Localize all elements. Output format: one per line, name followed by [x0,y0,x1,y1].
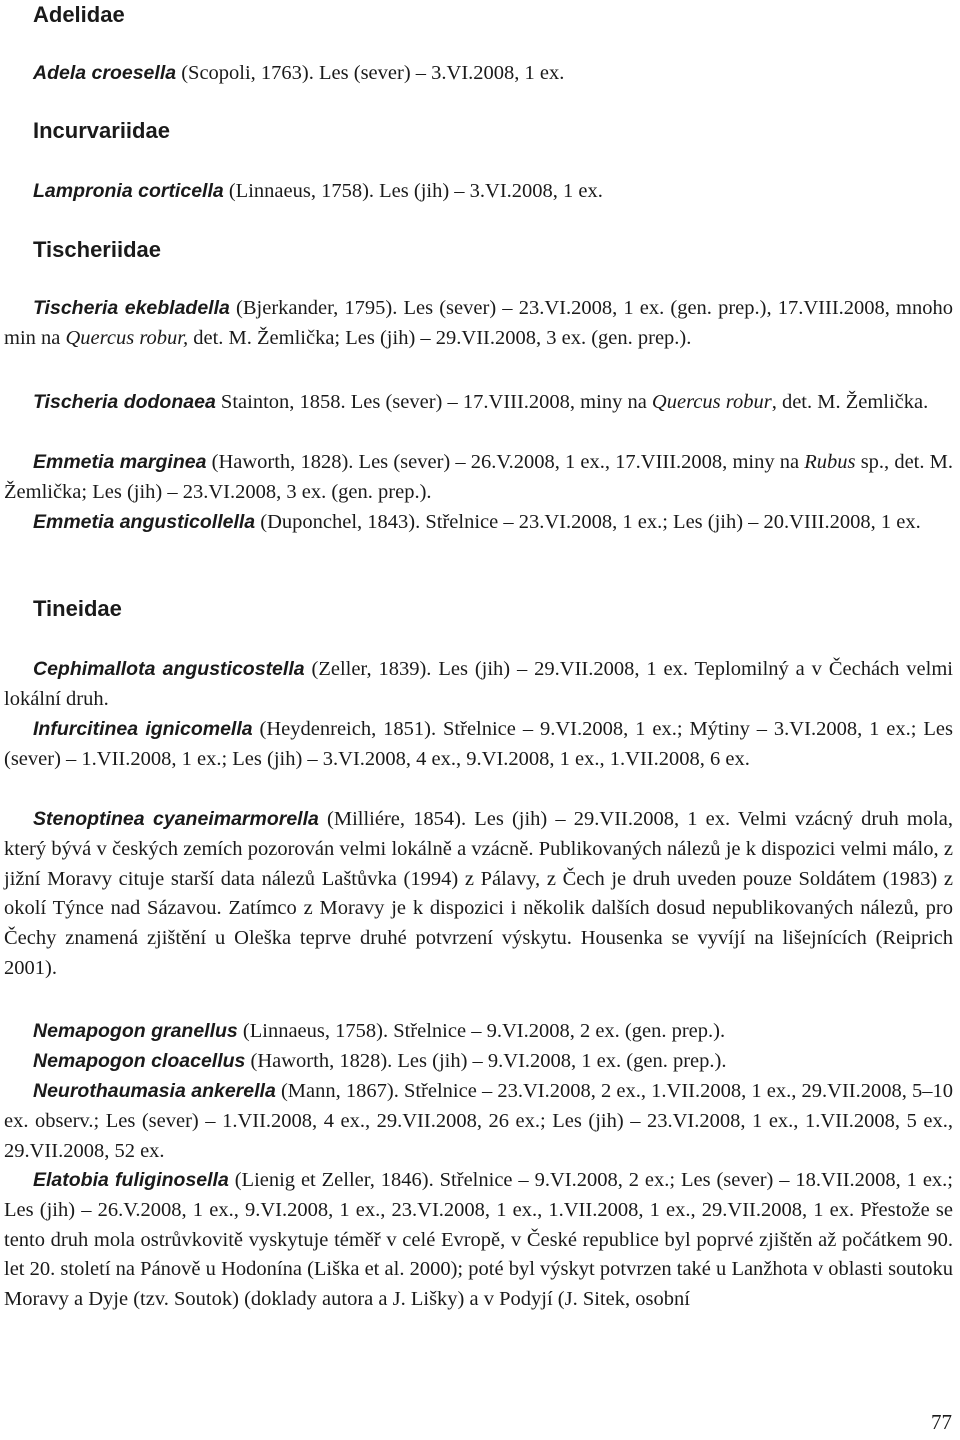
species-name: Neurothaumasia ankerella [33,1080,276,1102]
entry-text: (Milliére, 1854). Les (jih) – 29.VII.2008, 1 ex. Velmi vzácný druh mola, který bývá v českých zemích pozorován velmi lokálně a vzácně. Publikovaných nálezů je k dispozici velmi málo, z jižní Moravy cituje starší data nálezů Laštůvka (1994) z Pálavy, z Čech je druh uveden pouze Soldátem (1983) z okolí Týnce nad Sázavou. Zatímco z Moravy je k dispozici i několik dalších dosud nepublikovaných nálezů, pro Čechy znamená zjištění u Oleška teprve druhé potvrzení výskytu. Housenka se vyvíjí na lišejnících (Reiprich 2001). [4,808,953,979]
entry-text: (Scopoli, 1763). Les (sever) – 3.VI.2008, 1 ex. [176,62,565,84]
entry-text: sp., det. M. Žemlička; Les (jih) – 23.VI.2008, 3 ex. (gen. prep.). [4,451,954,503]
species-name: Nemapogon cloacellus [33,1050,246,1072]
species-name: Cephimallota angusticostella [33,658,305,680]
entry-text: (Duponchel, 1843). Střelnice – 23.VI.2008, 1 ex.; Les (jih) – 20.VIII.2008, 1 ex. [255,511,921,533]
species-name: Nemapogon granellus [33,1020,238,1042]
species-name: Elatobia fuliginosella [33,1169,229,1191]
species-name: Infurcitinea ignicomella [33,718,253,740]
species-entry-lampronia-corticella [4,177,953,207]
species-entry-elatobia-fuliginosella [4,1166,953,1315]
species-name: Tischeria ekebladella [33,297,230,319]
species-entry-infurcitinea-ignicomella [4,715,953,775]
page-number: 77 [931,1410,952,1434]
species-entry-cephimallota-angusticostella [4,655,953,715]
species-name: Emmetia marginea [33,451,207,473]
entry-text: (Mann, 1867). Střelnice – 23.VI.2008, 2 ex., 1.VII.2008, 1 ex., 29.VII.2008, 5–10 ex. observ.; Les (sever) – 1.VII.2008, 4 ex., 29.VII.2008, 26 ex.; Les (jih) – 23.VI.2008, 1 ex., 1.VII.2008, 5 ex., 29.VII.2008, 52 ex. [4,1080,953,1162]
species-entry-neurothaumasia-ankerella [4,1077,953,1166]
species-name: Adela croesella [33,62,177,84]
species-name: Stenoptinea cyaneimarmorella [33,808,319,830]
entry-text: det. M. Žemlička; Les (jih) – 29.VII.2008, 3 ex. (gen. prep.). [188,326,692,349]
family-heading-adelidae: Adelidae [33,2,125,27]
species-name: Tischeria dodonaea [33,391,216,413]
species-entry-nemapogon-granellus [4,1017,953,1047]
plant-name: Rubus [804,451,856,473]
species-name: Lampronia corticella [33,180,224,202]
family-heading-tineidae: Tineidae [33,596,122,621]
entry-text: (Bjerkander, 1795). Les (sever) – 23.VI.2008, 1 ex. (gen. prep.), 17.VIII.2008, mnoho min na [4,297,954,349]
entry-text: (Heydenreich, 1851). Střelnice – 9.VI.2008, 1 ex.; Mýtiny – 3.VI.2008, 1 ex.; Les (sever) – 1.VII.2008, 1 ex.; Les (jih) – 3.VI.2008, 4 ex., 9.VI.2008, 1 ex., 1.VII.2008, 6 ex. [4,718,954,770]
species-entry-nemapogon-cloacellus [4,1047,953,1077]
entry-text: , det. M. Žemlička. [771,391,929,413]
entry-text: (Haworth, 1828). Les (jih) – 9.VI.2008, 1 ex. (gen. prep.). [245,1050,727,1072]
species-entry-emmetia-marginea [4,448,953,508]
entry-text: (Linnaeus, 1758). Les (jih) – 3.VI.2008, 1 ex. [223,180,603,202]
entry-text: (Zeller, 1839). Les (jih) – 29.VII.2008, 1 ex. Teplomilný a v Čechách velmi lokální druh. [4,658,953,710]
species-entry-stenoptinea-cyaneimarmorella [4,805,953,984]
species-entry-tischeria-ekebladella [4,294,953,354]
entry-text: (Lienig et Zeller, 1846). Střelnice – 9.VI.2008, 2 ex.; Les (sever) – 18.VII.2008, 1 ex.; Les (jih) – 26.V.2008, 1 ex., 9.VI.2008, 1 ex., 23.VI.2008, 1 ex., 1.VII.2008, 1 ex., 29.VII.2008, 1 ex. Přestože se tento druh mola ostrůvkovitě vyskytuje téměř v celé Evropě, v České republice byl poprvé zjištěn až počátkem 90. let 20. století na Pánově u Hodonína (Liška et al. 2000); poté byl výskyt potvrzen také u Lanžhota v oblasti soutoku Moravy a Dyje (tzv. Soutok) (doklady autora a J. Lišky) a v Podyjí (J. Sitek, osobní [4,1169,953,1311]
family-heading-tischeriidae: Tischeriidae [33,237,161,262]
species-name: Emmetia angusticollella [33,511,256,533]
species-entry-emmetia-angusticollella [4,508,953,538]
entry-text: (Linnaeus, 1758). Střelnice – 9.VI.2008, 2 ex. (gen. prep.). [237,1020,726,1042]
family-heading-incurvariidae: Incurvariidae [33,118,170,143]
species-entry-tischeria-dodonaea [4,388,953,418]
plant-name: Quercus robur [651,391,772,413]
species-entry-adela-croesella [4,59,953,89]
plant-name: Quercus robur, [65,326,189,349]
entry-text: Stainton, 1858. Les (sever) – 17.VIII.2008, miny na [215,391,652,413]
entry-text: (Haworth, 1828). Les (sever) – 26.V.2008, 1 ex., 17.VIII.2008, miny na [206,451,805,473]
